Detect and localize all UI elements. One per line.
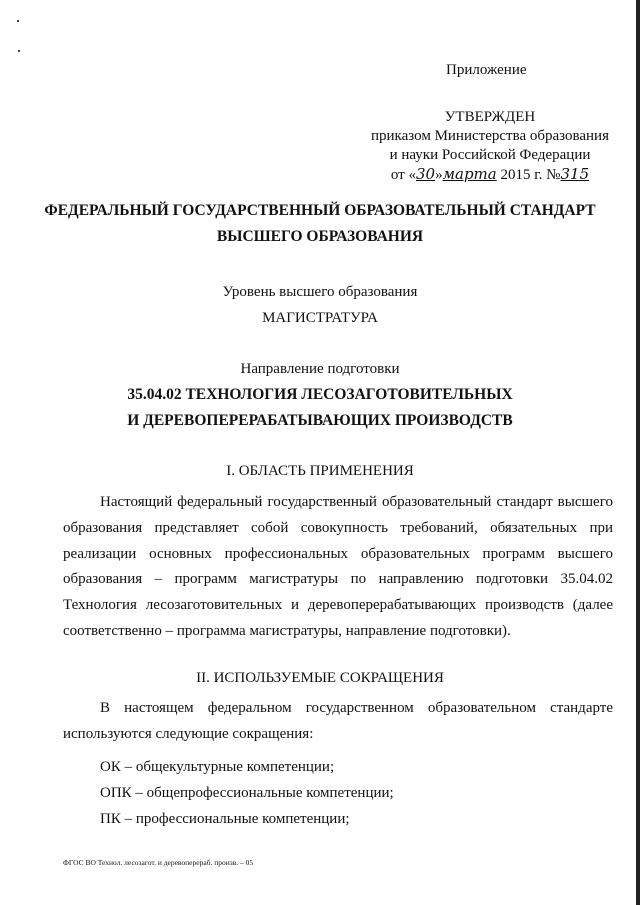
scan-speck [18,50,20,52]
date-month: марта [442,165,497,183]
scan-speck [17,20,19,22]
title-line-2: ВЫСШЕГО ОБРАЗОВАНИЯ [216,228,424,245]
abbreviation-item: ОК – общекультурные компетенции; [100,759,335,775]
direction-line-2: И ДЕРЕВОПЕРЕРАБАТЫВАЮЩИХ ПРОИЗВОДСТВ [127,412,513,429]
level-label: Уровень высшего образования [222,284,418,300]
direction-line-1: 35.04.02 ТЕХНОЛОГИЯ ЛЕСОЗАГОТОВИТЕЛЬНЫХ [127,386,513,403]
order-number: 315 [560,165,590,183]
title-line-1: ФЕДЕРАЛЬНЫЙ ГОСУДАРСТВЕННЫЙ ОБРАЗОВАТЕЛЬНЫЙ СТАНДАРТ [44,202,596,219]
appendix-label: Приложение [446,62,527,78]
date-mid: » [435,167,443,183]
section-1-heading: I. ОБЛАСТЬ ПРИМЕНЕНИЯ [226,463,414,479]
date-prefix: от « [390,167,416,183]
date-day: 30 [415,165,436,183]
direction-label: Направление подготовки [240,361,400,377]
abbreviation-item: ОПК – общепрофессиональные компетенции; [100,785,394,801]
abbreviation-item: ПК – профессиональные компетенции; [100,811,350,827]
section-2-heading: II. ИСПОЛЬЗУЕМЫЕ СОКРАЩЕНИЯ [196,670,444,686]
order-date-line [340,165,640,185]
approved-label: УТВЕРЖДЕН [444,109,536,125]
level-value: МАГИСТРАТУРА [262,310,378,326]
order-line-2: и науки Российской Федерации [389,147,591,163]
section-1-paragraph: Настоящий федеральный государственный образовательный стандарт высшего образования представляет собой совокупность требований, обязательных при реализации основных профессиональных образовательных программ высшего образования – программ магистратуры по направлению подготовки 35.04.02 Технология лесозаготовительных и деревоперерабатывающих производств (далее соответственно – программа магистратуры, направление подготовки). [63,494,613,639]
order-line-1: приказом Министерства образования [371,128,609,144]
section-2-paragraph: В настоящем федеральном государственном образовательном стандарте используются следующие сокращения: [63,700,613,742]
approval-block [340,108,640,185]
footer: ФГОС ВО Технол. лесозагот. и деревоперераб. произв. – 05 [63,858,254,867]
date-year: 2015 г. № [500,167,561,183]
